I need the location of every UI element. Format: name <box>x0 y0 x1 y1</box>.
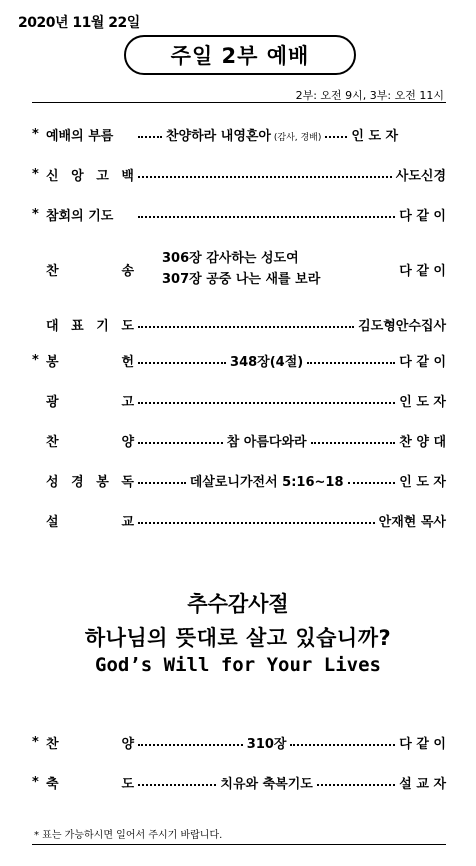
order-label: 찬 양 <box>46 434 134 450</box>
leader-dots <box>138 784 216 786</box>
order-content: 310장 <box>246 736 287 752</box>
service-times: 2부: 오전 9시, 3부: 오전 11시 <box>295 89 444 102</box>
order-leader: 인 도 자 <box>399 474 446 490</box>
order-row <box>32 390 446 410</box>
hymn-right: 다 같 이 <box>399 264 446 279</box>
order-star: * <box>32 734 39 750</box>
order-leader: 다 같 이 <box>399 354 447 370</box>
order-content: 치유와 축복기도 <box>220 776 313 792</box>
page-title: 주일 2부 예배 <box>124 35 356 75</box>
order-star: * <box>32 352 39 368</box>
order-row <box>32 314 446 334</box>
order-leader: 인 도 자 <box>399 394 446 410</box>
sermon-title-1: 추수감사절 <box>187 592 289 616</box>
leader-dots <box>138 402 395 404</box>
order-leader: 찬 양 대 <box>399 434 447 450</box>
order-leader: 안재현 목사 <box>378 514 446 530</box>
footnote: * 표는 가능하시면 일어서 주시기 바랍니다. <box>34 830 223 841</box>
hymn-line-2: 307장 공중 나는 새를 보라 <box>162 272 321 287</box>
order-star: * <box>32 166 39 182</box>
order-label: 예배의 부름 <box>46 128 114 144</box>
order-row <box>32 510 446 530</box>
order-note: (감사, 경배) <box>271 132 322 143</box>
order-row <box>32 350 446 370</box>
leader-dots <box>311 442 396 444</box>
order-row <box>32 772 446 792</box>
leader-dots <box>138 216 395 218</box>
sermon-title-2: 하나님의 뜻대로 살고 있습니까? <box>84 626 392 650</box>
order-star: * <box>32 774 39 790</box>
order-leader: 사도신경 <box>395 168 446 184</box>
leader-dots <box>138 442 223 444</box>
divider-bottom <box>32 844 446 845</box>
order-label: 신 앙 고 백 <box>46 168 134 184</box>
leader-dots <box>325 136 347 138</box>
order-row <box>32 164 446 184</box>
order-content: 348장(4절) <box>230 354 304 370</box>
order-star: * <box>32 126 39 142</box>
leader-dots <box>138 362 226 364</box>
order-label: 성 경 봉 독 <box>46 474 134 490</box>
order-row <box>32 732 446 752</box>
hymn-line-1: 306장 감사하는 성도여 <box>162 251 299 266</box>
order-row <box>32 204 446 224</box>
hymn-lines <box>162 248 320 290</box>
order-label: 참회의 기도 <box>46 208 114 224</box>
hymn-label <box>46 260 134 279</box>
leader-dots <box>138 522 375 524</box>
divider-top <box>32 102 446 103</box>
order-row <box>32 470 446 490</box>
leader-dots <box>307 362 395 364</box>
hymn-label-b: 송 <box>121 264 134 279</box>
order-leader: 다 같 이 <box>399 736 446 752</box>
order-star: * <box>32 206 39 222</box>
order-content: 참 아름다와라 <box>226 434 307 450</box>
order-row <box>32 430 446 450</box>
leader-dots <box>348 482 396 484</box>
order-label: 찬 양 <box>46 736 134 752</box>
order-leader: 김도형안수집사 <box>358 318 446 334</box>
order-content: 데살로니가전서 5:16~18 <box>189 474 344 490</box>
order-row <box>32 124 446 144</box>
leader-dots <box>138 176 392 178</box>
leader-dots <box>290 744 395 746</box>
leader-dots <box>138 136 162 138</box>
leader-dots <box>138 482 186 484</box>
leader-dots <box>317 784 395 786</box>
order-label: 축 도 <box>46 776 134 792</box>
leader-dots <box>138 326 354 328</box>
sermon-title-3: God’s Will for Your Lives <box>95 654 381 676</box>
order-leader: 설 교 자 <box>399 776 447 792</box>
order-leader: 인 도 자 <box>351 128 399 144</box>
leader-dots <box>138 744 243 746</box>
order-label: 설 교 <box>46 514 134 530</box>
order-leader: 다 같 이 <box>399 208 446 224</box>
date: 2020년 11월 22일 <box>18 15 140 31</box>
hymn-row <box>32 248 446 292</box>
order-label: 광 고 <box>46 394 134 410</box>
order-label: 봉 헌 <box>46 354 134 370</box>
order-content: 찬양하라 내영혼아 (감사, 경배) <box>166 128 322 144</box>
hymn-label-a: 찬 <box>46 264 59 279</box>
order-label: 대 표 기 도 <box>46 318 134 334</box>
